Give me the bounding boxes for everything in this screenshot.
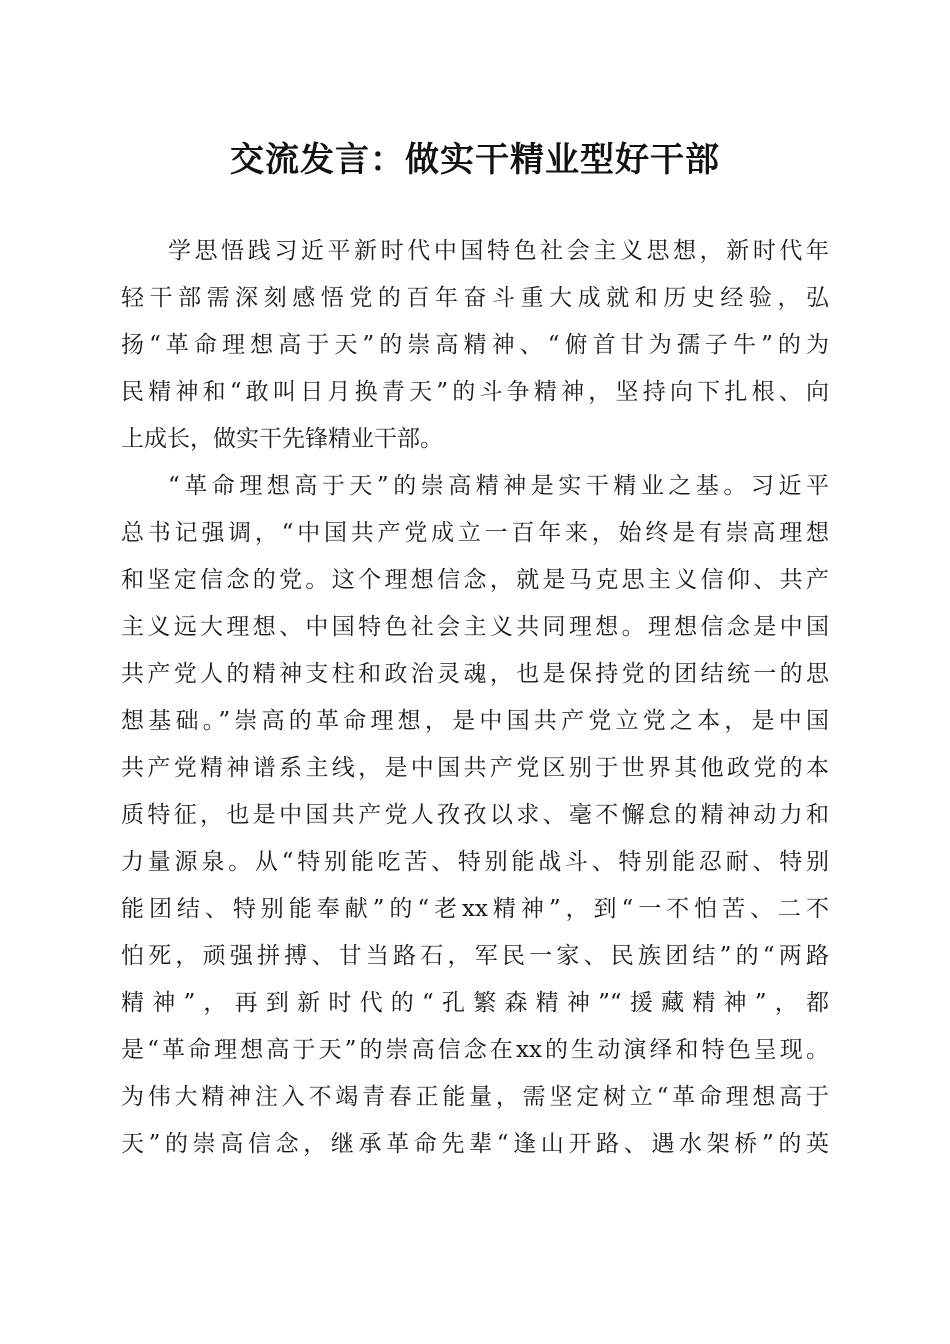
document-title: 交流发言：做实干精业型好干部 xyxy=(230,140,720,180)
paragraph-line: 共产党人的精神支柱和政治灵魂，也是保持党的团结统一的思 xyxy=(121,661,829,687)
paragraph-line: “革命理想高于天”的崇高精神是实干精业之基。习近平 xyxy=(168,473,829,499)
paragraph-line: 共产党精神谱系主线，是中国共产党区别于世界其他政党的本 xyxy=(121,755,829,781)
paragraph-line: 能团结、特别能奉献”的“老xx精神”，到“一不怕苦、二不 xyxy=(121,896,829,922)
paragraph-line: 上成长，做实干先锋精业干部。 xyxy=(121,426,443,452)
paragraph-line: 是“革命理想高于天”的崇高信念在xx的生动演绎和特色呈现。 xyxy=(121,1037,829,1063)
paragraph-line: 质特征，也是中国共产党人孜孜以求、毫不懈怠的精神动力和 xyxy=(121,802,829,828)
paragraph-line: 精神”，再到新时代的“孔繁森精神”“援藏精神”，都 xyxy=(121,990,829,1016)
paragraph-line: 主义远大理想、中国特色社会主义共同理想。理想信念是中国 xyxy=(121,614,829,640)
paragraph-line: 学思悟践习近平新时代中国特色社会主义思想，新时代年 xyxy=(168,238,829,264)
paragraph-line: 民精神和“敢叫日月换青天”的斗争精神，坚持向下扎根、向 xyxy=(121,379,829,405)
paragraph-line: 天”的崇高信念，继承革命先辈“逢山开路、遇水架桥”的英 xyxy=(121,1131,829,1157)
paragraph-line: 扬“革命理想高于天”的崇高精神、“俯首甘为孺子牛”的为 xyxy=(121,332,829,358)
paragraph-line: 和坚定信念的党。这个理想信念，就是马克思主义信仰、共产 xyxy=(121,567,829,593)
paragraph-line: 总书记强调，“中国共产党成立一百年来，始终是有崇高理想 xyxy=(121,520,829,546)
paragraph-line: 想基础。”崇高的革命理想，是中国共产党立党之本，是中国 xyxy=(121,708,829,734)
paragraph-line: 怕死，顽强拼搏、甘当路石，军民一家、民族团结”的“两路 xyxy=(121,943,829,969)
paragraph-line: 力量源泉。从“特别能吃苦、特别能战斗、特别能忍耐、特别 xyxy=(121,849,829,875)
paragraph-line: 轻干部需深刻感悟党的百年奋斗重大成就和历史经验，弘 xyxy=(121,285,829,311)
document-body xyxy=(121,228,829,1168)
paragraph-line: 为伟大精神注入不竭青春正能量，需坚定树立“革命理想高于 xyxy=(121,1084,829,1110)
